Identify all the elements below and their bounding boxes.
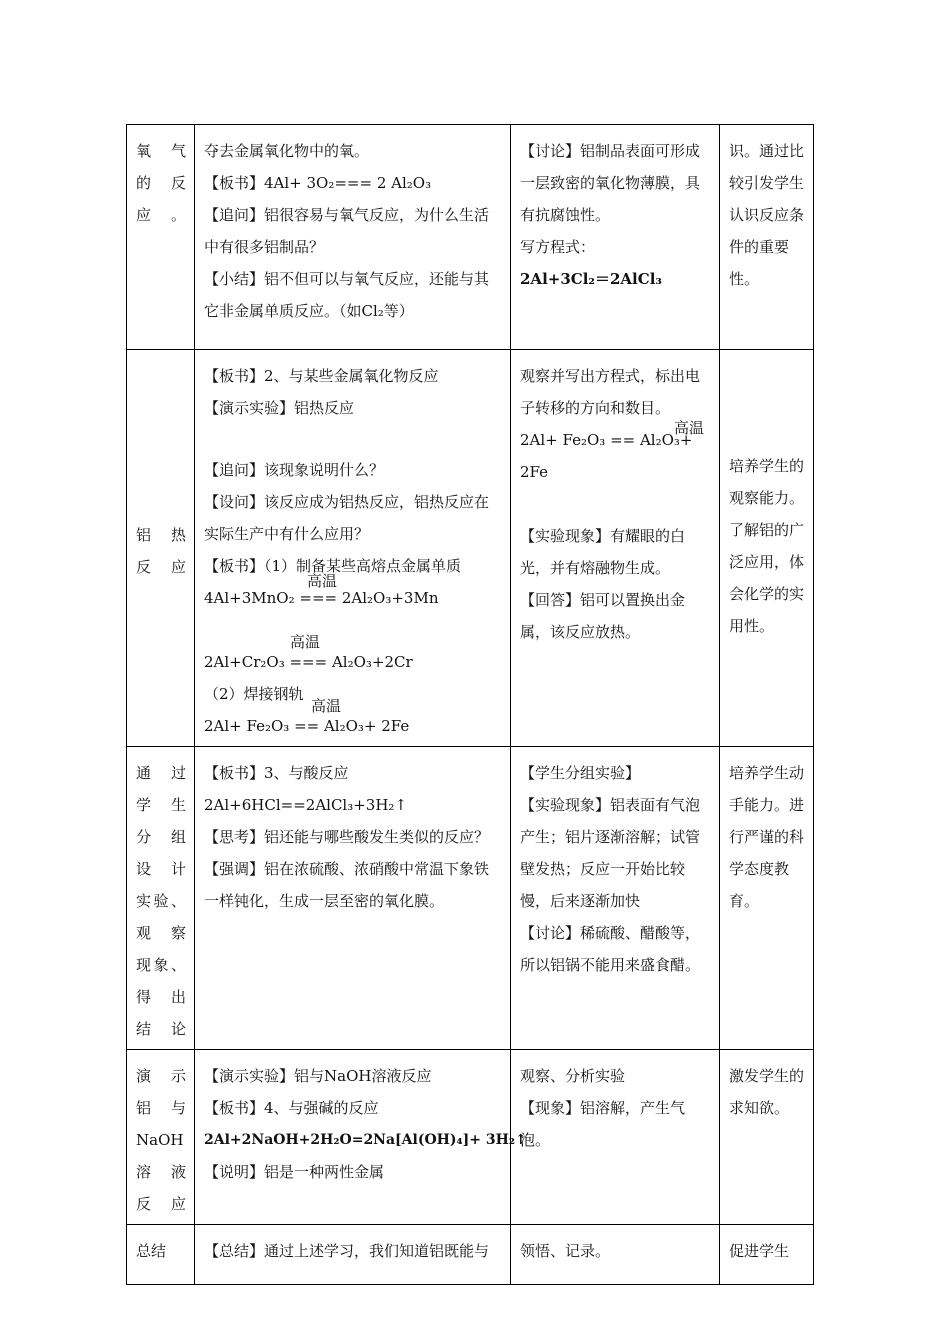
stage-cell (127, 1225, 195, 1285)
text-line: 2Fe (520, 463, 549, 481)
purpose-text: 激发学生的求知欲。 (729, 1067, 805, 1117)
spacer (520, 488, 711, 520)
answer-text: 【回答】铝可以置换出金属，该反应放热。 (520, 591, 686, 641)
equation (520, 419, 711, 456)
text-line: 夺去金属氧化物中的氧。 (204, 142, 370, 160)
observation-text: 【实验现象】铝表面有气泡产生；铝片逐渐溶解；试管壁发热；反应一开始比较慢，后来逐渐加快 (520, 796, 701, 910)
spacer (204, 614, 502, 646)
table-row (127, 125, 814, 350)
summary-text: 【总结】通过上述学习，我们知道铝既能与 (204, 1242, 490, 1260)
stage-label: 演 示铝 与NaOH溶 液反应 (136, 1067, 186, 1213)
stage-label: 铝 热反应 (136, 526, 186, 576)
question-text: 【设问】该反应成为铝热反应，铝热反应在实际生产中有什么应用？ (204, 493, 490, 543)
stage-cell (127, 350, 195, 747)
stage-cell (127, 747, 195, 1050)
student-activity-cell (511, 350, 720, 747)
equation-text: 4Al+3MnO₂ === 2Al₂O₃+3Mn (204, 589, 439, 607)
teacher-activity-cell (195, 1225, 511, 1285)
text-line: 【板书】3、与酸反应 (204, 764, 349, 782)
question-text: 【思考】铝还能与哪些酸发生类似的反应？ (204, 828, 490, 846)
text-line: 【板书】4、与强碱的反应 (204, 1099, 379, 1117)
teacher-activity-cell (195, 747, 511, 1050)
teacher-activity-cell (195, 125, 511, 350)
condition-label: 高温 (311, 697, 342, 715)
spacer (204, 424, 502, 454)
stage-cell (127, 125, 195, 350)
equation: 2Al+3Cl₂＝2AlCl₃ (520, 270, 662, 288)
purpose-cell (720, 1225, 814, 1285)
text-line: 【板书】2、与某些金属氧化物反应 (204, 367, 439, 385)
text-line: 写方程式： (520, 238, 596, 256)
student-activity-cell (511, 1050, 720, 1225)
equation: 2Al+6HCl==2AlCl₃+3H₂↑ (204, 796, 408, 814)
summary-text: 【小结】铝不但可以与氧气反应，还能与其它非金属单质反应。（如Cl₂等） (204, 270, 490, 320)
purpose-text: 培养学生动手能力。进行严谨的科学态度教育。 (729, 764, 805, 910)
stage-label: 总结 (136, 1242, 167, 1260)
observation-text: 【实验现象】有耀眼的白光，并有熔融物生成。 (520, 527, 686, 577)
table-row (127, 1225, 814, 1285)
equation (204, 697, 502, 742)
purpose-cell (720, 747, 814, 1050)
stage-label: 氧 气的 反应。 (136, 142, 186, 224)
purpose-cell (720, 350, 814, 747)
text-line: 【说明】铝是一种两性金属 (204, 1163, 385, 1181)
text-line: 【演示实验】铝与NaOH溶液反应 (204, 1067, 432, 1085)
purpose-text: 培养学生的观察能力。了解铝的广泛应用，体会化学的实用性。 (729, 457, 805, 635)
equation: 【板书】4Al+ 3O₂=== 2 Al₂O₃ (204, 174, 432, 192)
stage-cell (127, 1050, 195, 1225)
purpose-text: 识。通过比较引发学生认识反应条件的重要性。 (729, 142, 805, 288)
equation: 2Al+2NaOH+2H₂O=2Na[Al(OH)₄]+ 3H₂↑ (204, 1132, 527, 1148)
text-line: 【追问】该现象说明什么？ (204, 461, 385, 479)
observation-text: 【现象】铝溶解，产生气泡。 (520, 1099, 686, 1149)
condition-label: 高温 (674, 419, 705, 437)
equation (204, 572, 502, 614)
equation-text: 2Al+ Fe₂O₃ == Al₂O₃+ 2Fe (204, 717, 410, 735)
condition-label: 高温 (307, 572, 338, 590)
student-activity-cell (511, 1225, 720, 1285)
teacher-activity-cell (195, 350, 511, 747)
table-row (127, 1050, 814, 1225)
table-row (127, 747, 814, 1050)
purpose-cell (720, 1050, 814, 1225)
text-line: 【演示实验】铝热反应 (204, 399, 355, 417)
text-line: 【学生分组实验】 (520, 764, 641, 782)
text-line: （2）焊接钢轨 (204, 685, 304, 703)
student-activity-cell (511, 125, 720, 350)
lesson-plan-document (126, 124, 805, 1260)
purpose-text: 促进学生 (729, 1242, 790, 1260)
text-line: 【板书】（1）制备某些高熔点金属单质 (204, 557, 462, 575)
purpose-cell (720, 125, 814, 350)
equation (204, 633, 502, 678)
discussion-text: 【讨论】铝制品表面可形成一层致密的氧化物薄膜，具有抗腐蚀性。 (520, 142, 701, 224)
stage-label: 通 过学 生分 组设 计实验、观 察现象、得 出结论 (136, 764, 186, 1038)
emphasis-text: 【强调】铝在浓硫酸、浓硝酸中常温下象铁一样钝化，生成一层至密的氧化膜。 (204, 860, 490, 910)
text-line: 领悟、记录。 (520, 1242, 611, 1260)
condition-label: 高温 (290, 633, 321, 651)
instruction-text: 观察并写出方程式，标出电子转移的方向和数目。 (520, 367, 701, 417)
discussion-text: 【讨论】稀硫酸、醋酸等，所以铝锅不能用来盛食醋。 (520, 924, 701, 974)
question-text: 【追问】铝很容易与氧气反应，为什么生活中有很多铝制品？ (204, 206, 490, 256)
equation-text: 2Al+Cr₂O₃ === Al₂O₃+2Cr (204, 653, 413, 671)
equation-text: 2Al+ Fe₂O₃ == Al₂O₃+ (520, 431, 693, 449)
student-activity-cell (511, 747, 720, 1050)
lesson-table (126, 124, 814, 1285)
text-line: 观察、分析实验 (520, 1067, 626, 1085)
teacher-activity-cell (195, 1050, 527, 1225)
table-row (127, 350, 814, 747)
